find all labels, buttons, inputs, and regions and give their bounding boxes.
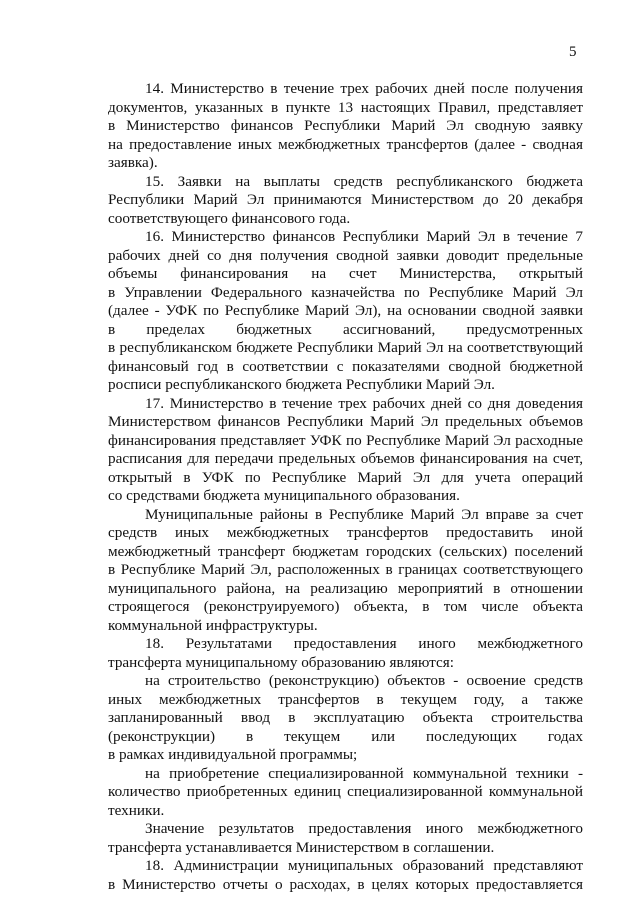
document-body xyxy=(108,80,583,894)
text-line: 18. Администрации муниципальных образований представляют xyxy=(145,857,583,874)
text-line: на приобретение специализированной коммунальной техники - xyxy=(145,764,583,782)
text-line: Министерством финансов Республики Марий Эл предельных объемов xyxy=(108,413,583,430)
text-line: на строительство (реконструкцию) объектов - освоение средств xyxy=(145,672,583,689)
text-line: заявка). xyxy=(108,154,158,171)
text-line: открытый в УФК по Республике Марий Эл для учета операций xyxy=(108,468,583,486)
page-number: 5 xyxy=(569,44,577,60)
text-line: в Управлении Федерального казначейства по Республике Марий Эл xyxy=(108,283,583,301)
text-line: со средствами бюджета муниципального образования. xyxy=(108,487,460,504)
text-line: 16. Министерство финансов Республики Марий Эл в течение 7 xyxy=(145,228,583,245)
text-line: Республики Марий Эл принимаются Министерством до 20 декабря xyxy=(108,191,583,208)
text-line: (реконструкции) в текущем или последующих годах xyxy=(108,727,583,745)
text-line: объемы финансирования на счет Министерства, открытый xyxy=(108,265,583,282)
text-line: трансферта устанавливается Министерством в соглашении. xyxy=(108,838,495,856)
text-line: (далее - УФК по Республике Марий Эл), на основании сводной заявки xyxy=(108,302,583,319)
text-line: финансирования представляет УФК по Республике Марий Эл расходные xyxy=(108,431,583,449)
text-line: в рамках индивидуальной программы; xyxy=(108,746,358,763)
text-line: на предоставление иных межбюджетных трансфертов (далее - сводная xyxy=(108,135,583,153)
text-line: документов, указанных в пункте 13 настоящих Правил, представляет xyxy=(108,98,583,116)
text-line: техники. xyxy=(108,801,165,819)
paragraph-18-reports xyxy=(108,857,583,894)
text-line: финансовый год в соответствии с показателями сводной бюджетной xyxy=(108,357,583,375)
paragraph-18-construction xyxy=(108,672,583,765)
text-line: количество приобретенных единиц специализированной коммунальной xyxy=(108,783,583,800)
paragraph-15 xyxy=(108,173,583,229)
paragraph-14 xyxy=(108,80,583,173)
text-line: росписи республиканского бюджета Республики Марий Эл. xyxy=(108,376,495,393)
paragraph-18-results-value xyxy=(108,820,583,857)
text-line: средств иных межбюджетных трансфертов предоставить иной xyxy=(108,524,583,541)
text-line: расписания для передачи предельных объемов финансирования на счет, xyxy=(108,450,583,467)
paragraph-17 xyxy=(108,395,583,506)
text-line: иных межбюджетных трансфертов в текущем году, а также xyxy=(108,690,583,708)
text-line: в Министерство финансов Республики Марий Эл сводную заявку xyxy=(108,117,583,134)
text-line: 14. Министерство в течение трех рабочих дней после получения xyxy=(145,80,583,97)
text-line: в республиканском бюджете Республики Марий Эл на соответствующий xyxy=(108,339,583,356)
paragraph-16 xyxy=(108,228,583,395)
text-line: Муниципальные районы в Республике Марий Эл вправе за счет xyxy=(145,505,583,523)
text-line: Значение результатов предоставления иного межбюджетного xyxy=(145,820,583,837)
text-line: муниципального района, на реализацию мероприятий в отношении xyxy=(108,579,583,597)
paragraph-17-municipal xyxy=(108,506,583,636)
text-line: 18. Результатами предоставления иного межбюджетного xyxy=(145,635,583,652)
text-line: 15. Заявки на выплаты средств республиканского бюджета xyxy=(145,172,583,190)
text-line: межбюджетный трансферт бюджетам городских (сельских) поселений xyxy=(108,542,583,560)
text-line: строящегося (реконструируемого) объекта, в том числе объекта xyxy=(108,598,583,615)
text-line: запланированный ввод в эксплуатацию объекта строительства xyxy=(108,709,583,726)
paragraph-18-equipment xyxy=(108,765,583,821)
paragraph-18 xyxy=(108,635,583,672)
text-line: в Министерство отчеты о расходах, в целях которых предоставляется xyxy=(108,875,583,893)
text-line: соответствующего финансового года. xyxy=(108,209,351,227)
text-line: трансферта муниципальному образованию являются: xyxy=(108,653,454,671)
text-line: коммунальной инфраструктуры. xyxy=(108,616,318,634)
text-line: 17. Министерство в течение трех рабочих дней со дня доведения xyxy=(145,394,583,412)
text-line: в пределах бюджетных ассигнований, предусмотренных xyxy=(108,320,583,338)
text-line: рабочих дней со дня получения сводной заявки доводит предельные xyxy=(108,246,583,264)
text-line: в Республике Марий Эл, расположенных в границах соответствующего xyxy=(108,561,583,578)
